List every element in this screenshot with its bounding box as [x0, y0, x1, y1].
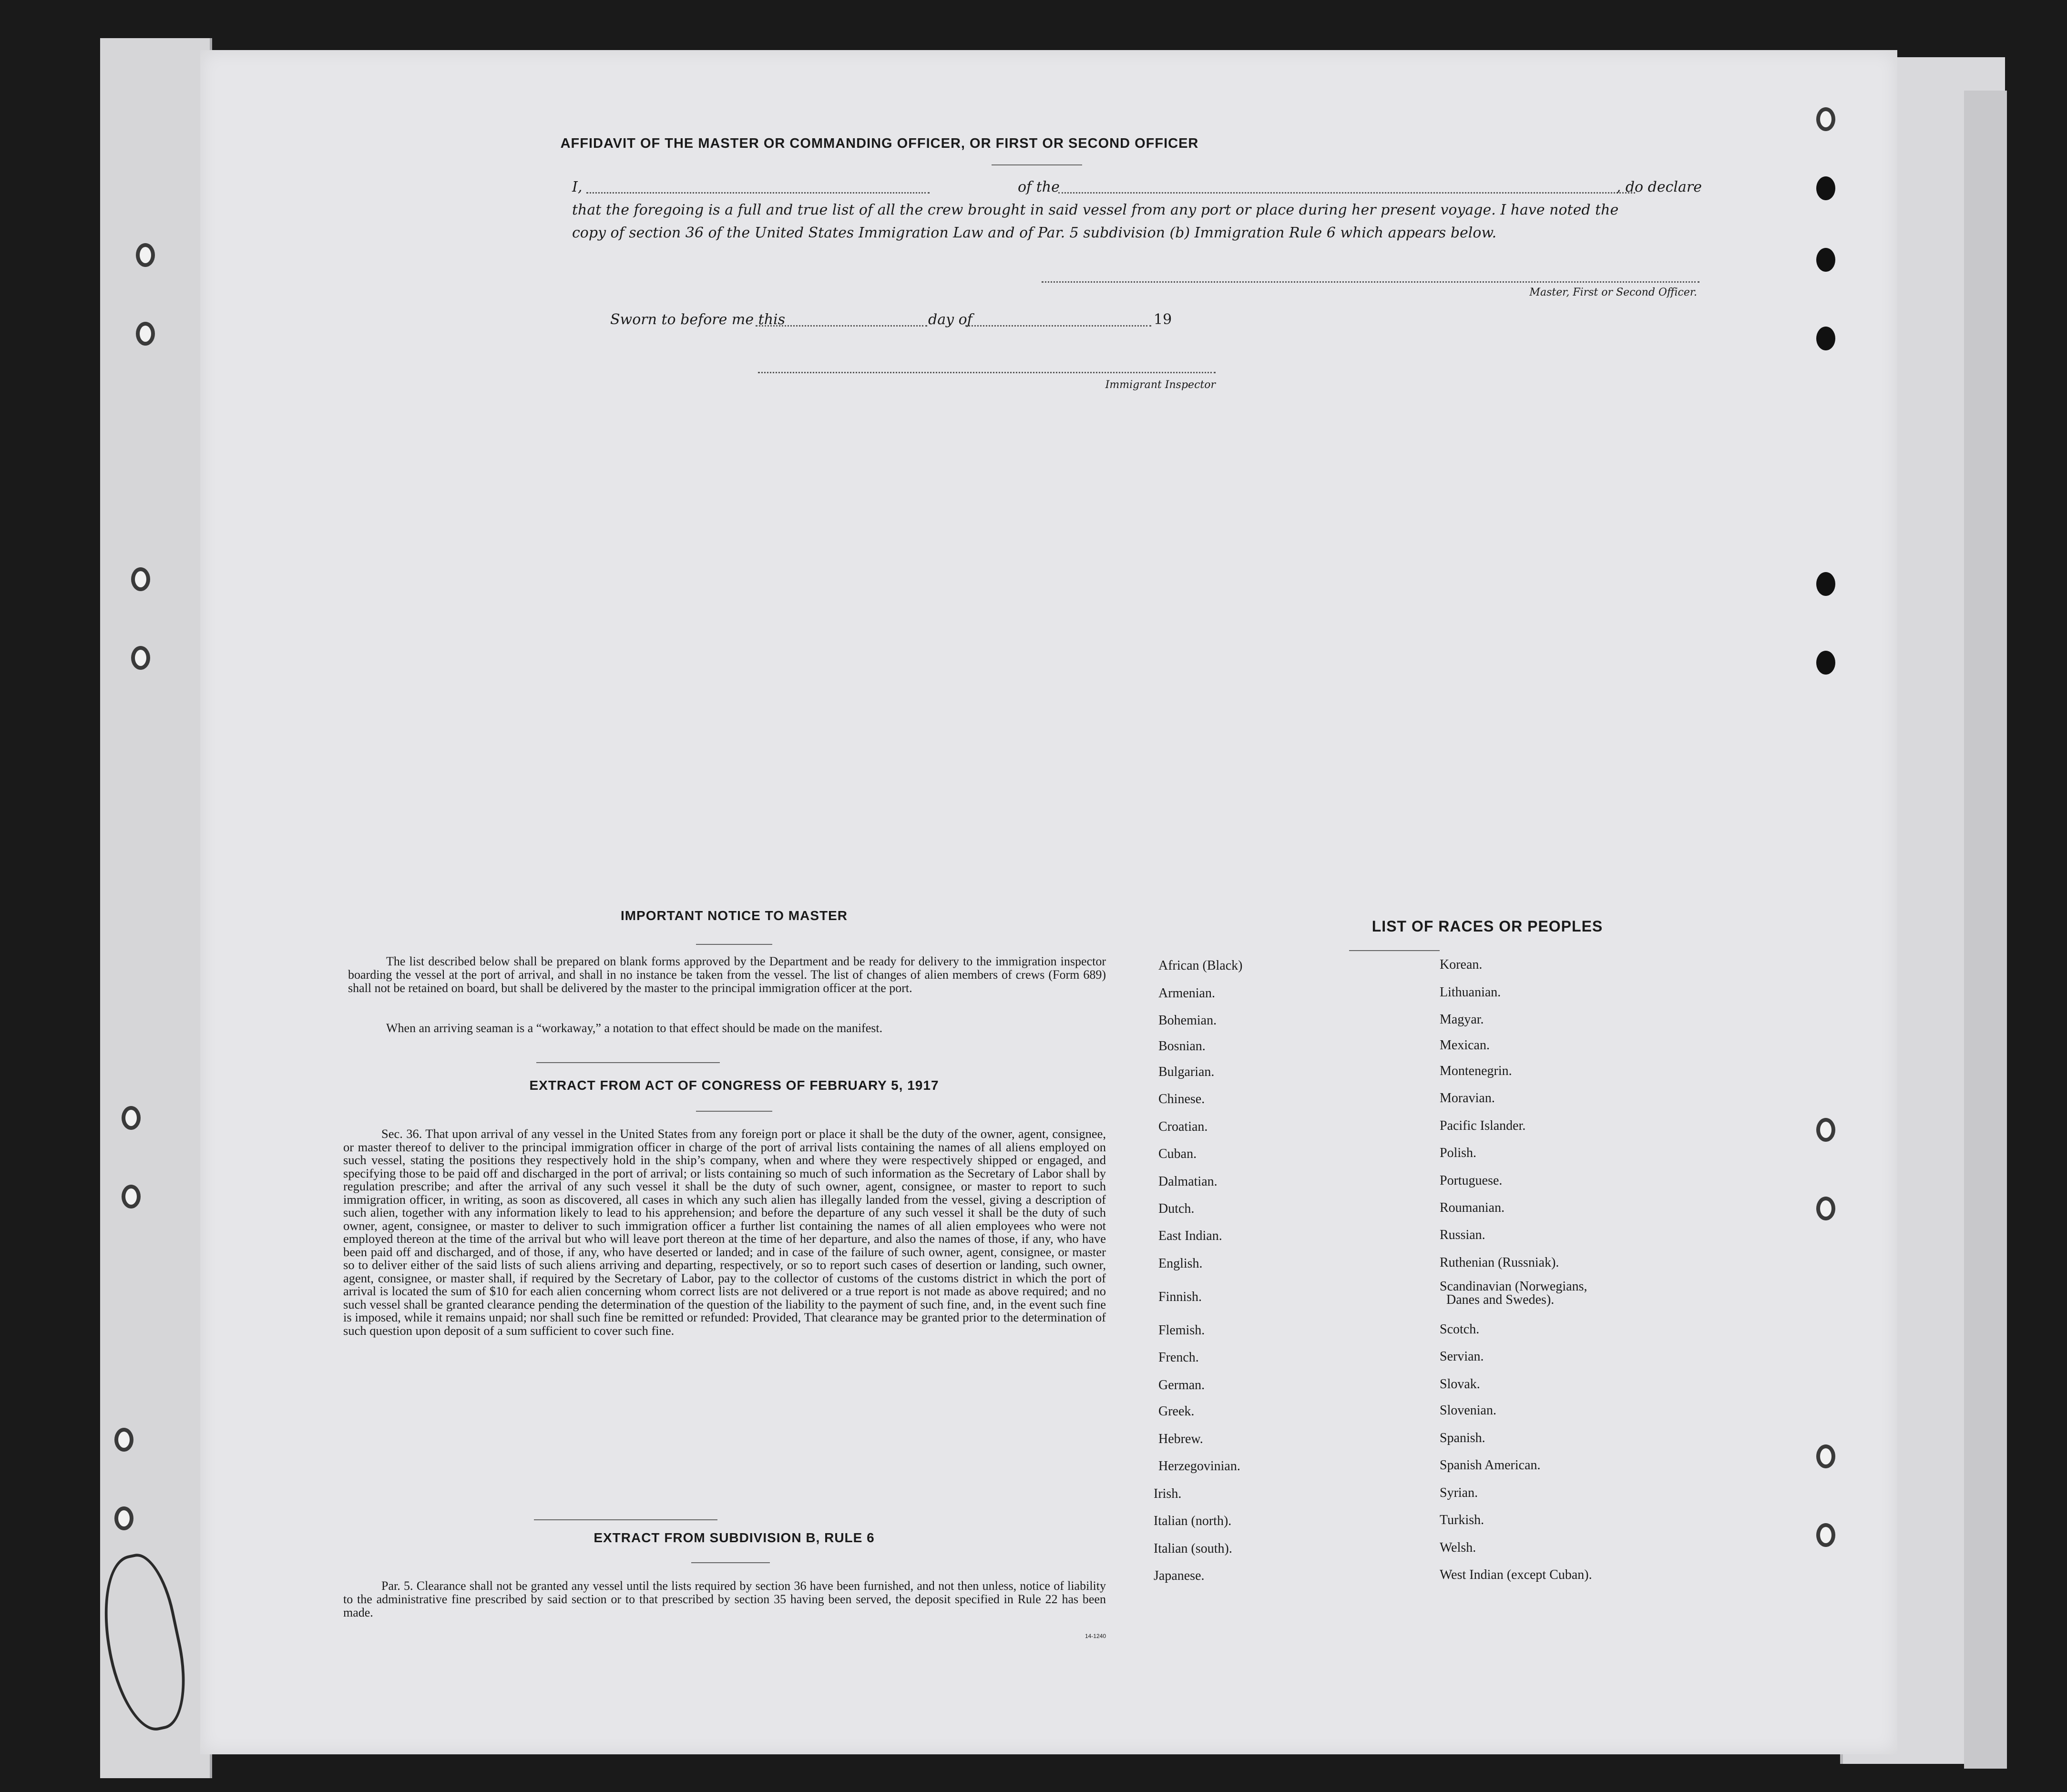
- binder-hole: [131, 567, 150, 591]
- form-number: 14-1240: [1085, 1633, 1106, 1639]
- act-extract-text: Sec. 36. That upon arrival of any vessel in the United States from any foreign port or place it shall be the duty of the owner, agent, consignee, or master thereof to deliver to the principal immigration officer in charge of the port of arrival lists containing the names of all aliens employed on such vessel, stating the positions they respectively hold in the ship’s company, when and where they were respectively shipped or engaged, and specifying those to be paid off and discharged in the port of arrival; or lists containing so much of such information as the Secretary of Labor shall by regulation prescribe; and after the arrival of any such vessel it shall be the duty of such owner, agent, consignee, or master to report to such immigration officer, in writing, as soon as discovered, all cases in which any such alien has illegally landed from the vessel, giving a description of such alien, together with any information likely to lead to his apprehension; and before the departure of any such vessel it shall be the duty of such owner, agent, consignee, or master to deliver to such immigration officer a further list containing the names of all alien employees who were not employed thereon at the time of the arrival but who will leave port thereon at the time of her departure, and also the names of those, if any, who have been paid off and discharged, and of those, if any, who have deserted or landed; and in case of the failure of such owner, agent, consignee, or master so to deliver either of the said lists of such aliens arriving and departing, respectively, or so to report such cases of desertion or landing, such owner, agent, consignee, or master shall, if required by the Secretary of Labor, pay to the collector of customs of the customs district in which the port of arrival is located the sum of $10 for each alien concerning whom correct lists are not delivered or a true report is not made as above required; and no such vessel shall be granted clearance pending the determination of the question of the liability to the payment of such fine, and, in the event such fine is imposed, while it remains unpaid; nor shall such fine be remitted or refunded: Provided, That clearance may be granted prior to the determination of such question upon deposit of a sum sufficient to cover such fine.: [343, 1126, 1106, 1338]
- races-title: LIST OF RACES OR PEOPLES: [1371, 918, 1603, 935]
- manifest-page: [200, 50, 1897, 1754]
- race-item: Bosnian.: [1158, 1039, 1206, 1054]
- binder-hole: [136, 322, 155, 346]
- binder-hole: [136, 243, 155, 267]
- binder-hole: [114, 1428, 133, 1452]
- race-item: Portuguese.: [1440, 1173, 1503, 1188]
- binder-hole: [1816, 248, 1835, 272]
- declaration-of-the: of the: [1018, 179, 1060, 195]
- race-item: Roumanian.: [1440, 1200, 1505, 1215]
- race-item: Korean.: [1440, 957, 1483, 972]
- race-item: Pacific Islander.: [1440, 1118, 1526, 1133]
- race-item: Bohemian.: [1158, 1013, 1217, 1028]
- declaration-line-3: copy of section 36 of the United States Immigration Law and of Par. 5 subdivision (b) Immigration Rule 6 which appears below.: [572, 225, 1497, 241]
- race-item: Mexican.: [1440, 1038, 1490, 1053]
- declaration-end: , do declare: [1616, 179, 1702, 195]
- race-item: Spanish.: [1440, 1431, 1485, 1445]
- race-item: East Indian.: [1158, 1229, 1222, 1243]
- sworn-label: Sworn to before me this: [610, 311, 786, 328]
- race-item: English.: [1158, 1256, 1203, 1271]
- year-prefix: 19: [1154, 311, 1172, 328]
- signature-label: Master, First or Second Officer.: [1529, 287, 1697, 298]
- inspector-label: Immigrant Inspector: [1105, 379, 1216, 391]
- race-item: Polish.: [1440, 1146, 1477, 1160]
- race-item: Scandinavian (Norwegians, Danes and Swedes).: [1440, 1279, 1587, 1307]
- race-item: Herzegovinian.: [1158, 1459, 1240, 1474]
- race-item: Magyar.: [1440, 1012, 1484, 1027]
- race-item: Hebrew.: [1158, 1432, 1203, 1446]
- race-item: French.: [1158, 1350, 1199, 1365]
- notice-title: IMPORTANT NOTICE TO MASTER: [620, 908, 848, 923]
- affidavit-title: AFFIDAVIT OF THE MASTER OR COMMANDING OFFICER, OR FIRST OR SECOND OFFICER: [560, 136, 1199, 151]
- race-item: Greek.: [1158, 1404, 1195, 1419]
- notice-paragraph-2: When an arriving seaman is a “workaway,” a notation to that effect should be made on the manifest.: [386, 1021, 883, 1035]
- race-item: Welsh.: [1440, 1540, 1476, 1555]
- name-blank[interactable]: [586, 192, 930, 194]
- race-item: Irish.: [1154, 1486, 1182, 1501]
- race-item: Cuban.: [1158, 1147, 1197, 1161]
- race-item: Slovenian.: [1440, 1403, 1496, 1418]
- notice-paragraph-1: The list described below shall be prepared on blank forms approved by the Department and be ready for delivery to the immigration inspector boarding the vessel at the port of arrival, and shall in no instance be taken from the vessel. The list of changes of alien members of crews (Form 689) shall not be retained on board, but shall be delivered by the master to the principal immigration officer at the port.: [348, 954, 1106, 995]
- race-item: West Indian (except Cuban).: [1440, 1567, 1592, 1582]
- binder-hole: [131, 646, 150, 670]
- race-item: Chinese.: [1158, 1092, 1205, 1106]
- divider: [696, 944, 772, 945]
- rule-extract-title: EXTRACT FROM SUBDIVISION B, RULE 6: [593, 1530, 875, 1545]
- divider: [536, 1062, 720, 1063]
- race-item: Moravian.: [1440, 1091, 1495, 1106]
- race-item: Montenegrin.: [1440, 1064, 1512, 1078]
- race-item: Finnish.: [1158, 1290, 1202, 1304]
- binder-hole: [1816, 176, 1835, 200]
- divider: [691, 1562, 770, 1563]
- declaration-line-2: that the foregoing is a full and true list of all the crew brought in said vessel from any port or place during her present voyage. I have noted the: [572, 202, 1619, 218]
- race-item: Slovak.: [1440, 1377, 1480, 1392]
- race-item: Armenian.: [1158, 986, 1215, 1001]
- race-item: Spanish American.: [1440, 1458, 1541, 1473]
- declaration-i: I,: [572, 179, 583, 195]
- race-item: Dutch.: [1158, 1201, 1195, 1216]
- binder-hole: [1816, 107, 1835, 131]
- binder-hole: [122, 1185, 141, 1208]
- binder-hole: [114, 1506, 133, 1530]
- binder-hole: [122, 1106, 141, 1130]
- race-item: African (Black): [1158, 958, 1243, 973]
- act-extract-title: EXTRACT FROM ACT OF CONGRESS OF FEBRUARY 5, 1917: [529, 1078, 939, 1093]
- race-item: Croatian.: [1158, 1119, 1208, 1134]
- sworn-day-blank[interactable]: [756, 325, 927, 327]
- race-item: Turkish.: [1440, 1513, 1484, 1527]
- signature-blank[interactable]: [1042, 281, 1699, 283]
- sworn-month-blank[interactable]: [965, 325, 1151, 327]
- race-item: German.: [1158, 1378, 1205, 1393]
- race-item: Italian (north).: [1154, 1514, 1232, 1528]
- race-item: Ruthenian (Russniak).: [1440, 1255, 1559, 1270]
- divider: [696, 1111, 772, 1112]
- binder-hole: [1816, 327, 1835, 350]
- day-of-label: day of: [928, 311, 972, 328]
- race-item: Lithuanian.: [1440, 985, 1501, 1000]
- race-item: Italian (south).: [1154, 1541, 1232, 1556]
- race-item: Servian.: [1440, 1349, 1484, 1364]
- race-item: Russian.: [1440, 1228, 1485, 1242]
- race-item: Scotch.: [1440, 1322, 1480, 1337]
- race-item: Bulgarian.: [1158, 1065, 1215, 1079]
- divider: [534, 1519, 717, 1520]
- binder-hole: [1816, 1444, 1835, 1468]
- binder-hole: [1816, 572, 1835, 596]
- inspector-signature-blank[interactable]: [758, 372, 1216, 373]
- back-page-right-edge-2: [1964, 91, 2007, 1769]
- binder-hole: [1816, 1118, 1835, 1142]
- vessel-blank[interactable]: [1058, 192, 1635, 194]
- race-item: Syrian.: [1440, 1485, 1478, 1500]
- race-item: Japanese.: [1154, 1568, 1205, 1583]
- race-item: Flemish.: [1158, 1323, 1205, 1338]
- race-item: Dalmatian.: [1158, 1174, 1218, 1189]
- rule-extract-text: Par. 5. Clearance shall not be granted any vessel until the lists required by section 36 have been furnished, and not then unless, notice of liability to the administrative fine prescribed by said section or to that prescribed by section 35 having been served, the deposit specified in Rule 22 has been made.: [343, 1579, 1106, 1619]
- binder-hole: [1816, 1197, 1835, 1220]
- divider: [1349, 950, 1440, 951]
- binder-hole: [1816, 651, 1835, 675]
- binder-hole: [1816, 1523, 1835, 1547]
- divider: [992, 164, 1082, 165]
